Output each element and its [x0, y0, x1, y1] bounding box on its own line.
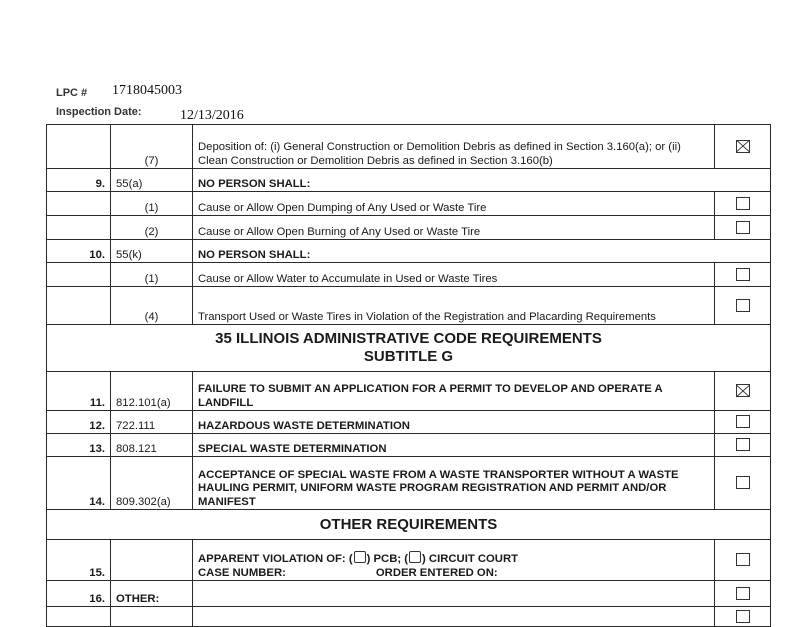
lpc-number: 1718045003: [112, 83, 182, 98]
violation-checkbox[interactable]: [736, 221, 750, 234]
heading-line: 35 ILLINOIS ADMINISTRATIVE CODE REQUIREMENTS: [215, 330, 602, 348]
table-row: [47, 434, 771, 457]
case-line: [198, 567, 709, 580]
item-number: 12.: [47, 411, 111, 434]
circuit-court-checkbox[interactable]: [409, 551, 421, 563]
section-ref: 809.302(a): [111, 457, 193, 510]
item-description: Transport Used or Waste Tires in Violation of the Registration and Placarding Requirements: [193, 287, 715, 325]
inspection-date-label: Inspection Date:: [56, 106, 142, 118]
item-description: Cause or Allow Water to Accumulate in Used or Waste Tires: [193, 263, 715, 287]
violation-line: APPARENT VIOLATION OF: ( ) PCB; ( ) CIRCUIT COURT: [198, 553, 519, 566]
item-description: FAILURE TO SUBMIT AN APPLICATION FOR A PERMIT TO DEVELOP AND OPERATE A LANDFILL: [193, 372, 715, 411]
item-number: 14.: [47, 457, 111, 510]
lpc-label: LPC #: [56, 87, 88, 99]
item-number: 9.: [47, 169, 111, 192]
subsection: (4): [111, 287, 193, 325]
item-description: NO PERSON SHALL:: [193, 169, 771, 192]
table-row: [47, 287, 771, 325]
violation-checkbox[interactable]: [736, 438, 750, 451]
section-ref: 812.101(a): [111, 372, 193, 411]
section-heading-row: [47, 510, 771, 540]
pcb-checkbox[interactable]: [354, 551, 366, 563]
item-number: 11.: [47, 372, 111, 411]
section-heading-row: [47, 325, 771, 372]
heading-line: SUBTITLE G: [363, 348, 454, 365]
violations-table: [46, 124, 771, 627]
item-number: 10.: [47, 240, 111, 263]
item-description: NO PERSON SHALL:: [193, 240, 771, 263]
subsection: (1): [111, 263, 193, 287]
table-row: [47, 263, 771, 287]
table-row: [47, 581, 771, 607]
case-number-label: CASE NUMBER:: [198, 566, 286, 579]
section-ref: 55(a): [111, 169, 193, 192]
order-entered-label: ORDER ENTERED ON:: [375, 566, 498, 579]
table-row: [47, 125, 771, 169]
subsection: (1): [111, 192, 193, 216]
table-row: [47, 240, 771, 263]
violation-checkbox[interactable]: [736, 587, 750, 600]
violation-checkbox[interactable]: [736, 197, 750, 210]
item-description: Cause or Allow Open Burning of Any Used or Waste Tire: [193, 216, 715, 240]
item-description: [193, 540, 715, 581]
section-heading: [47, 325, 771, 372]
table-row: [47, 540, 771, 581]
section-ref: 722.111: [111, 411, 193, 434]
table-row: [47, 411, 771, 434]
table-row: [47, 457, 771, 510]
violation-checkbox[interactable]: [736, 384, 750, 397]
table-row: [47, 192, 771, 216]
violation-checkbox[interactable]: [736, 299, 750, 312]
table-row: [47, 372, 771, 411]
other-description[interactable]: [193, 581, 715, 607]
violation-checkbox[interactable]: [736, 140, 750, 153]
item-description: ACCEPTANCE OF SPECIAL WASTE FROM A WASTE TRANSPORTER WITHOUT A WASTE HAULING PERMIT, UNIFORM WASTE PROGRAM REGISTRATION AND PERMIT AND/OR MANIFEST: [193, 457, 715, 510]
item-description: SPECIAL WASTE DETERMINATION: [193, 434, 715, 457]
item-number: 15.: [47, 540, 111, 581]
inspection-date: 12/13/2016: [180, 108, 244, 123]
item-description: Deposition of: (i) General Construction or Demolition Debris as defined in Section 3.160(a); or (ii) Clean Construction or Demolition Debris as defined in Section 3.160(b): [193, 125, 715, 169]
table-row: [47, 607, 771, 627]
item-number: 16.: [47, 581, 111, 607]
section-ref: 808.121: [111, 434, 193, 457]
violation-checkbox[interactable]: [736, 553, 750, 566]
item-number: [47, 125, 111, 169]
subsection: (2): [111, 216, 193, 240]
subsection: (7): [111, 125, 193, 169]
table-row: [47, 169, 771, 192]
violation-checkbox[interactable]: [736, 415, 750, 428]
table-row: [47, 216, 771, 240]
violation-checkbox[interactable]: [736, 476, 750, 489]
section-heading: OTHER REQUIREMENTS: [47, 510, 771, 540]
violation-checkbox[interactable]: [736, 610, 750, 623]
item-number: 13.: [47, 434, 111, 457]
violation-checkbox[interactable]: [736, 268, 750, 281]
item-description: Cause or Allow Open Dumping of Any Used or Waste Tire: [193, 192, 715, 216]
item-description: HAZARDOUS WASTE DETERMINATION: [193, 411, 715, 434]
other-label: OTHER:: [111, 581, 193, 607]
section-ref: 55(k): [111, 240, 193, 263]
